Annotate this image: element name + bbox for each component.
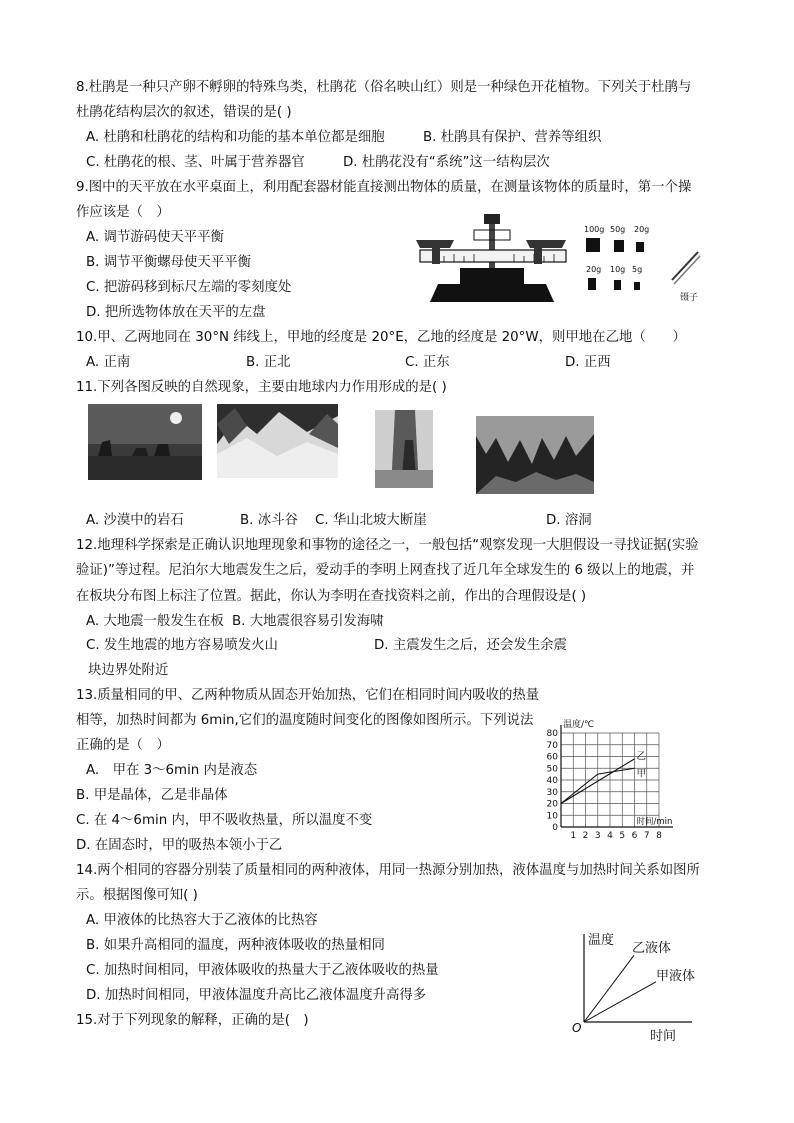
weight-label: 20g (586, 265, 602, 274)
y-tick-label: 80 (546, 729, 558, 739)
q10-option-c: C. 正东 (405, 355, 450, 370)
y-tick-label: 60 (546, 752, 558, 763)
q12-option-a: A. 大地震一般发生在板 (86, 614, 224, 629)
tweezers-label: 镊子 (680, 293, 699, 303)
q10-stem: 10.甲、乙两地同在 30°N 纬线上，甲地的经度是 20°E，乙地的经度是 20°W，则甲地在乙地（ ） (76, 330, 686, 345)
q14-option-a: A. 甲液体的比热容大于乙液体的比热容 (86, 913, 318, 928)
q9-option-b: B. 调节平衡螺母使天平平衡 (86, 255, 251, 270)
x-tick-label: 8 (656, 831, 662, 841)
weight-label: 50g (610, 225, 626, 234)
q10-option-a: A. 正南 (86, 355, 131, 370)
q11-stem: 11.下列各图反映的自然现象，主要由地球内力作用形成的是( ) (76, 380, 447, 395)
y-tick-label: 0 (552, 823, 558, 833)
q8-option-b: B. 杜鹃具有保护、营养等组织 (423, 130, 602, 145)
q8-option-c: C. 杜鹃花的根、茎、叶属于营养器官 (86, 155, 305, 170)
series-label: 甲液体 (656, 969, 696, 984)
q9-option-d: D. 把所选物体放在天平的左盘 (86, 305, 266, 320)
q12-option-d: D. 主震发生之后，还会发生余震 (374, 638, 567, 653)
x-tick-label: 4 (607, 831, 613, 841)
q15-stem: 15.对于下列现象的解释，正确的是( ) (76, 1013, 309, 1028)
q9-option-c: C. 把游码移到标尺左端的零刻度处 (86, 280, 292, 295)
q8-stem-line1: 8.杜鹃是一种只产卵不孵卵的特殊鸟类，杜鹃花（俗名映山红）则是一种绿色开花植物。下列关于杜鹃与 (76, 80, 692, 95)
q11-option-b: B. 冰斗谷 (240, 513, 298, 528)
weight-label: 20g (634, 225, 650, 234)
photo-desert-rocks (88, 404, 202, 480)
q13-option-a: A. 甲在 3～6min 内是液态 (86, 763, 258, 778)
q10-option-b: B. 正北 (246, 355, 291, 370)
q11-option-d: D. 溶洞 (546, 513, 592, 528)
series-label: 乙 (636, 750, 647, 762)
origin-label: O (572, 1021, 582, 1035)
y-tick-label: 70 (546, 740, 558, 751)
x-tick-label: 3 (594, 831, 601, 841)
series-line-yi (584, 955, 634, 1022)
q13-stem-line2: 相等，加热时间都为 6min,它们的温度随时间变化的图像如图所示。下列说法 (76, 713, 534, 728)
q12-option-b: B. 大地震很容易引发海啸 (232, 614, 384, 629)
tweezers-icon (672, 252, 700, 284)
liquid-heating-graph (560, 928, 710, 1046)
q13-option-c: C. 在 4～6min 内，甲不吸收热量，所以温度不变 (76, 813, 373, 828)
q9-stem-line2: 作应该是（ ） (76, 205, 170, 220)
x-tick-label: 7 (643, 831, 650, 841)
q12-stem-line1: 12.地理科学探索是正确认识地理现象和事物的途径之一，一般包括“观察发现一大胆假设一寻找证据(实验 (76, 538, 699, 553)
weight-label: 10g (610, 265, 626, 274)
q9-option-a: A. 调节游码使天平平衡 (86, 230, 224, 245)
x-tick-label: 5 (619, 831, 626, 841)
weight-label: 5g (632, 265, 643, 274)
q12-stem-line2: 验证)”等过程。尼泊尔大地震发生之后，爱动手的李明上网查找了近几年全球发生的 6 级以上的地震，并 (76, 563, 695, 578)
q13-option-b: B. 甲是晶体，乙是非晶体 (76, 788, 228, 803)
x-tick-label: 1 (570, 831, 577, 841)
photo-cirque-valley (217, 404, 338, 478)
x-axis-label: 时间/min (636, 817, 673, 827)
y-tick-label: 50 (546, 764, 558, 775)
temperature-time-chart (530, 700, 710, 845)
q13-option-d: D. 在固态时，甲的吸热本领小于乙 (76, 838, 283, 853)
balance-figure (414, 210, 714, 306)
series-line-jia (584, 982, 656, 1022)
x-axis-label: 时间 (650, 1029, 677, 1044)
q12-stem-line3: 在板块分布图上标注了位置。据此，你认为李明在查找资料之前，作出的合理假设是( ) (76, 589, 587, 604)
q13-stem-line3: 正确的是（ ） (76, 738, 170, 753)
y-axis-label: 温度 (588, 933, 615, 948)
y-axis-label: 温度/℃ (563, 720, 595, 730)
q11-option-c: C. 华山北坡大断崖 (315, 513, 427, 528)
series-label: 甲 (636, 768, 647, 780)
x-tick-label: 2 (582, 831, 589, 841)
x-tick-label: 6 (631, 831, 638, 841)
q14-option-b: B. 如果升高相同的温度，两种液体吸收的热量相同 (86, 938, 385, 953)
photo-cliff (375, 410, 433, 488)
q14-option-d: D. 加热时间相同，甲液体温度升高比乙液体温度升高得多 (86, 988, 427, 1003)
q12-option-a-continued: 块边界处附近 (88, 663, 169, 678)
y-tick-label: 10 (546, 811, 558, 822)
q8-stem-line2: 杜鹃花结构层次的叙述，错误的是( ) (76, 105, 292, 120)
y-tick-label: 30 (546, 787, 558, 798)
q14-stem-line1: 14.两个相同的容器分别装了质量相同的两种液体，用同一热源分别加热，液体温度与加热时间关系如图所 (76, 863, 700, 878)
q9-stem-line1: 9.图中的天平放在水平桌面上，利用配套器材能直接测出物体的质量，在测量该物体的质量时，第一个操 (76, 180, 692, 195)
q10-option-d: D. 正西 (565, 355, 611, 370)
q14-stem-line2: 示。根据图像可知( ) (76, 888, 198, 903)
y-tick-label: 40 (546, 776, 558, 786)
y-tick-label: 20 (546, 799, 558, 810)
q8-option-a: A. 杜鹃和杜鹃花的结构和功能的基本单位都是细胞 (86, 130, 385, 145)
q14-option-c: C. 加热时间相同，甲液体吸收的热量大于乙液体吸收的热量 (86, 963, 439, 978)
weight-label: 100g (584, 225, 605, 234)
q13-stem-line1: 13.质量相同的甲、乙两种物质从固态开始加热，它们在相同时间内吸收的热量 (76, 688, 540, 703)
series-label: 乙液体 (632, 941, 672, 956)
weights-set (584, 225, 649, 290)
q12-option-c: C. 发生地震的地方容易喷发火山 (86, 638, 278, 653)
balance-scale (416, 214, 566, 302)
photo-karst-cave (476, 416, 594, 494)
q11-option-a: A. 沙漠中的岩石 (86, 513, 184, 528)
q8-option-d: D. 杜鹃花没有“系统”这一结构层次 (343, 155, 550, 170)
